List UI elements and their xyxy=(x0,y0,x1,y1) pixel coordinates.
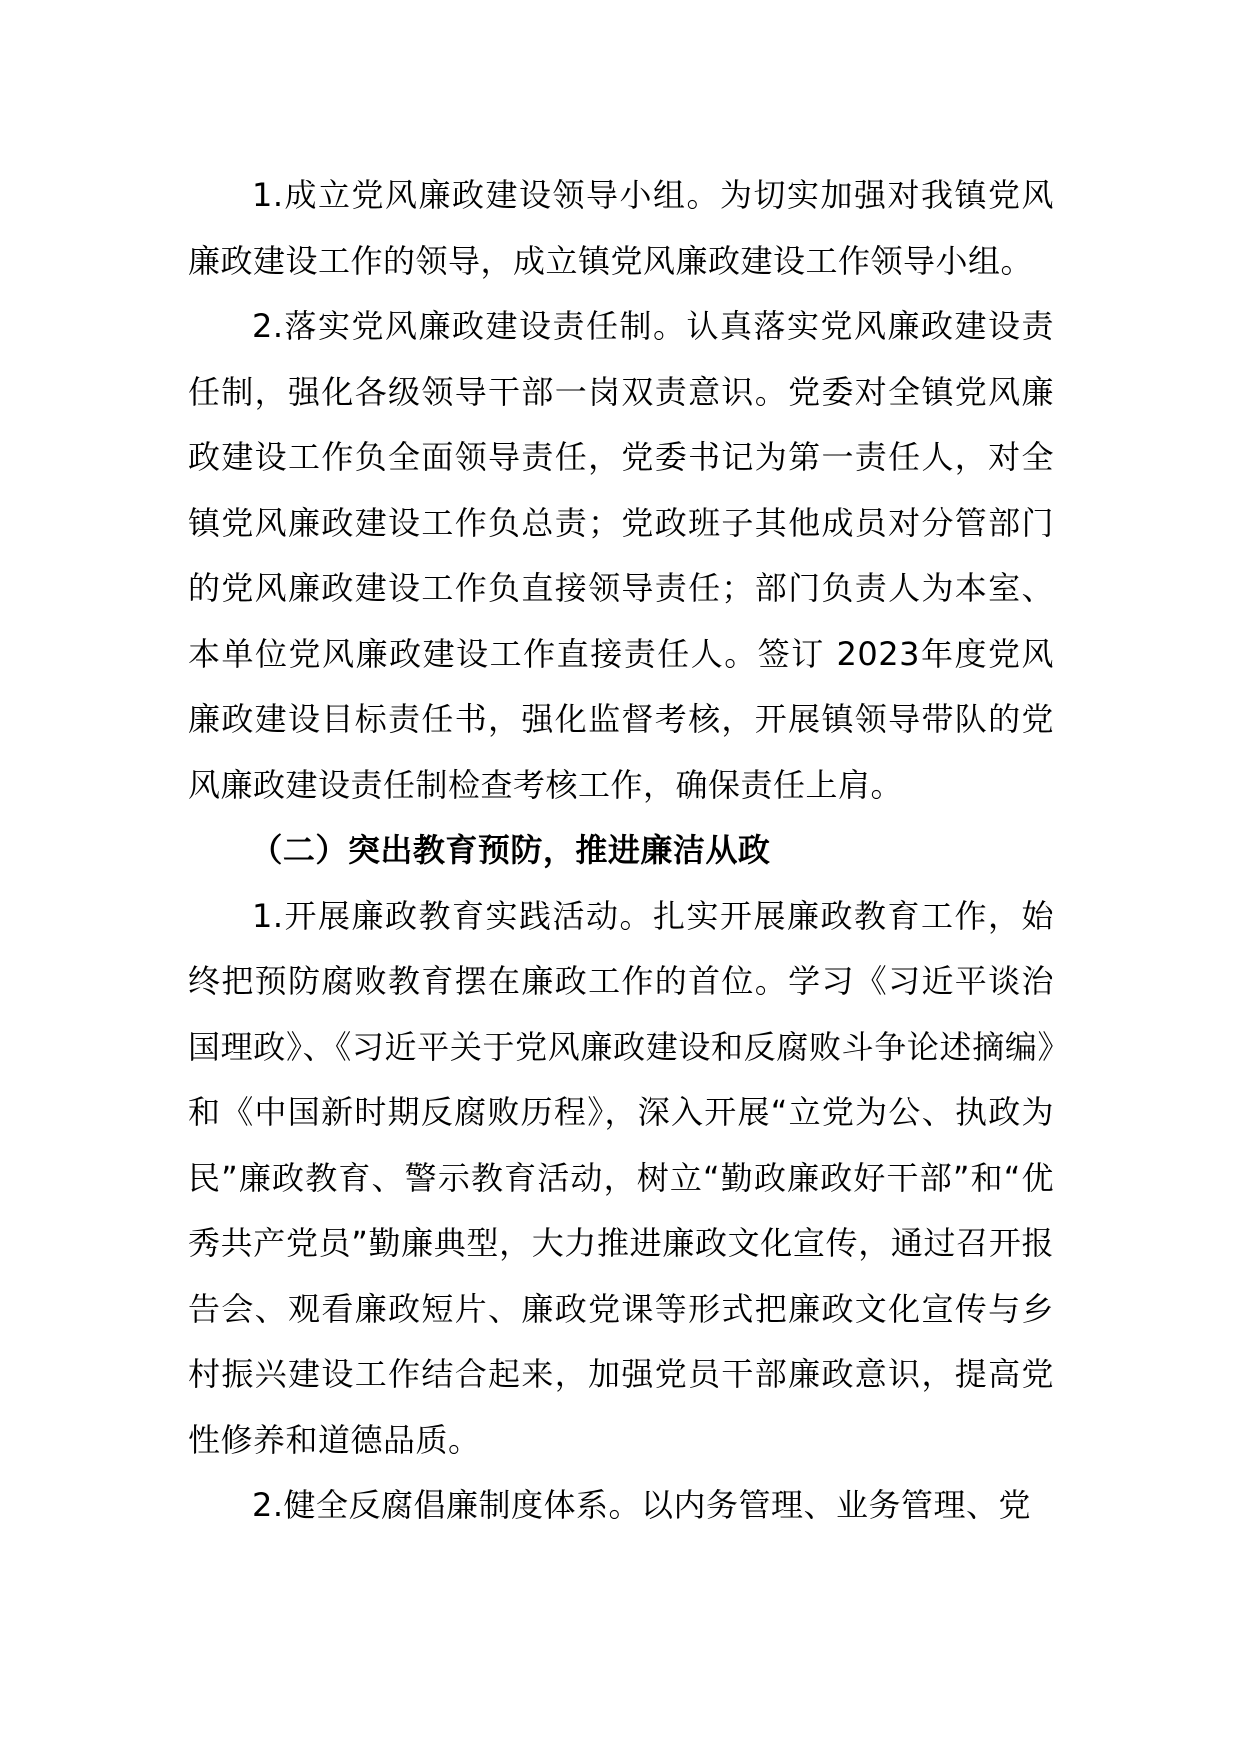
paragraph-education-activities: 1.开展廉政教育实践活动。扎实开展廉政教育工作，始终把预防腐败教育摆在廉政工作的首位。学习《习近平谈治国理政》、《习近平关于党风廉政建设和反腐败斗争论述摘编》和《中国新时期反腐败历程》，深入开展“立党为公、执政为民”廉政教育、警示教育活动，树立“勤政廉政好干部”和“优秀共产党员”勤廉典型，大力推进廉政文化宣传，通过召开报告会、观看廉政短片、廉政党课等形式把廉政文化宣传与乡村振兴建设工作结合起来，加强党员干部廉政意识，提高党性修养和道德品质。 xyxy=(188,896,1054,1459)
paragraph-leading-group: 1.成立党风廉政建设领导小组。为切实加强对我镇党风廉政建设工作的领导，成立镇党风廉政建设工作领导小组。 xyxy=(188,176,1054,280)
document-body xyxy=(188,163,1054,1539)
paragraph-responsibility-system: 2.落实党风廉政建设责任制。认真落实党风廉政建设责任制，强化各级领导干部一岗双责意识。党委对全镇党风廉政建设工作负全面领导责任，党委书记为第一责任人，对全镇党风廉政建设工作负总责；党政班子其他成员对分管部门的党风廉政建设工作负直接领导责任；部门负责人为本室、本单位党风廉政建设工作直接责任人。签订 2023年度党风廉政建设目标责任书，强化监督考核，开展镇领导带队的党风廉政建设责任制检查考核工作，确保责任上肩。 xyxy=(188,307,1054,804)
section-heading: （二）突出教育预防，推进廉洁从政 xyxy=(250,831,771,869)
paragraph-system-building: 2.健全反腐倡廉制度体系。以内务管理、业务管理、党 xyxy=(252,1486,1032,1524)
